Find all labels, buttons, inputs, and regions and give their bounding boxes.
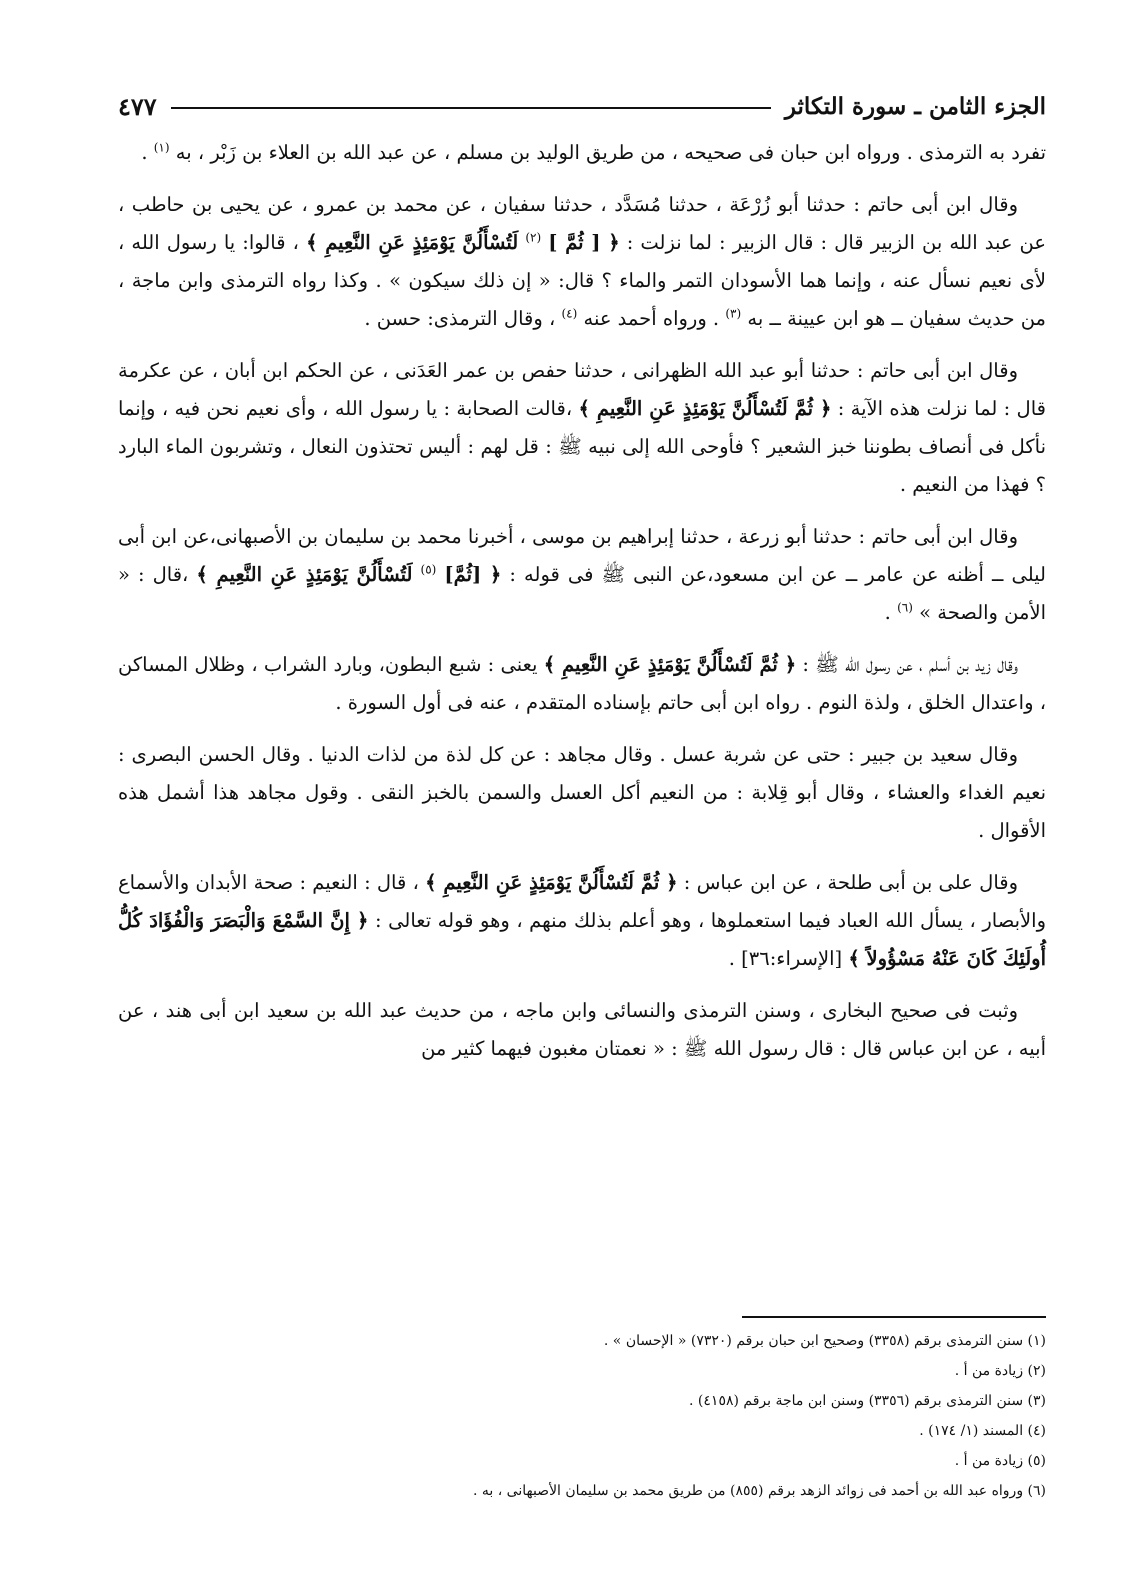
paragraph	[118, 864, 1046, 978]
paragraph-text: وثبت فى صحيح البخارى ، وسنن الترمذى والنسائى وابن ماجه ، من حديث عبد الله بن سعيد ابن أبى هند ، عن أبيه ، عن ابن عباس قال : قال رسول الله ﷺ : « نعمتان مغبون فيهما كثير من	[118, 999, 1046, 1060]
footnotes	[118, 1326, 1046, 1506]
quran-quote: ﴿ ثُمَّ لَتُسْأَلُنَّ يَوْمَئِذٍ عَنِ النَّعِيمِ ﴾	[543, 653, 797, 676]
paragraph-text: ، قال : النعيم : صحة الأبدان والأسماع والأبصار ، يسأل الله العباد فيما استعملوها ، وهو أعلم بذلك منهم ، وهو قوله تعالى :	[118, 871, 1047, 932]
paragraph	[118, 352, 1046, 504]
footnote: (١) سنن الترمذى برقم (٣٣٥٨) وصحيح ابن حبان برقم (٧٣٢٠) « الإحسان » .	[603, 1333, 1046, 1349]
paragraph-text: وقال ابن أبى حاتم : حدثنا أبو زرعة ، حدثنا إبراهيم بن موسى ، أخبرنا محمد بن سليمان بن الأصبهانى،عن ابن أبى ليلى ــ أظنه عن عامر ــ عن ابن مسعود،عن النبى ﷺ فى قوله :	[118, 525, 1046, 586]
footnote: (٢) زيادة من أ .	[954, 1363, 1046, 1379]
page-number: ٤٧٧	[118, 91, 157, 121]
quran-quote: ﴿ [ ثُمَّ ]	[548, 231, 620, 254]
quran-quote: ﴿ [ثُمَّ]	[444, 563, 502, 586]
paragraph-text: [الإسراء:٣٦] .	[728, 947, 843, 970]
running-title: الجزء الثامن ـ سورة التكاثر	[784, 92, 1046, 120]
page-header	[118, 86, 1046, 126]
footnote-marker: (٤)	[561, 306, 578, 321]
paragraph-text: . ورواه أحمد عنه	[583, 307, 720, 330]
footnote-marker: (٦)	[897, 600, 913, 615]
paragraph-text: .	[141, 141, 148, 164]
paragraph	[118, 992, 1046, 1068]
footnote-marker: (٢)	[525, 230, 542, 245]
footnote: (٣) سنن الترمذى برقم (٣٣٥٦) وسنن ابن ماجة برقم (٤١٥٨) .	[689, 1393, 1046, 1409]
paragraph-text: وقال ابن أبى حاتم : حدثنا أبو زُرْعَة ، حدثنا مُسَدَّد ، حدثنا سفيان ، عن محمد بن عمرو ، عن يحيى بن حاطب ، عن عبد الله بن الزبير قال : قال الزبير : لما نزلت :	[118, 193, 1047, 254]
quran-quote: لَتُسْأَلُنَّ يَوْمَئِذٍ عَنِ النَّعِيمِ ﴾	[196, 563, 413, 586]
paragraph	[118, 186, 1046, 338]
paragraph-text: يعنى : شبع البطون، وبارد الشراب ، وظلال المساكن ، واعتدال الخلق ، ولذة النوم . رواه ابن أبى حاتم بإسناده المتقدم ، عنه فى أول السورة .	[118, 653, 1046, 714]
quran-quote: لَتُسْأَلُنَّ يَوْمَئِذٍ عَنِ النَّعِيمِ ﴾	[306, 231, 519, 254]
quran-quote: ﴿ ثُمَّ لَتُسْأَلُنَّ يَوْمَئِذٍ عَنِ النَّعِيمِ ﴾	[578, 397, 832, 420]
footnote: (٤) المسند (١/ ١٧٤) .	[919, 1423, 1046, 1439]
paragraph-text: ، وقال الترمذى: حسن .	[364, 307, 556, 330]
paragraph-text: ،قالت الصحابة : يا رسول الله ، وأى نعيم نحن فيه ، وإنما نأكل فى أنصاف بطوننا خبز الشعير ؟ فأوحى الله إلى نبيه ﷺ : قل لهم : أليس تحتذون النعال ، وتشربون الماء البارد ؟ فهذا من النعيم .	[118, 397, 1046, 496]
footnote-marker: (٣)	[725, 306, 742, 321]
paragraph-text: ، قالوا: يا رسول الله ، لأى نعيم نسأل عنه ، وإنما هما الأسودان التمر والماء ؟ قال: « إن ذلك سيكون » . وكذا رواه الترمذى وابن ماجة ، من حديث سفيان ــ هو ابن عيينة ــ به	[118, 231, 1046, 330]
quran-quote: ﴿ ثُمَّ لَتُسْأَلُنَّ يَوْمَئِذٍ عَنِ النَّعِيمِ ﴾	[425, 871, 678, 894]
footnote-marker: (١)	[153, 140, 170, 155]
paragraph	[118, 736, 1046, 850]
main-text	[118, 134, 1046, 1082]
paragraph	[118, 518, 1046, 632]
footnote-separator	[742, 1316, 1046, 1318]
paragraph-text: وقال على بن أبى طلحة ، عن ابن عباس :	[683, 871, 1019, 894]
paragraph	[118, 134, 1046, 172]
header-rule	[171, 107, 771, 109]
paragraph-text: .	[884, 601, 891, 624]
paragraph-text: وقال ابن أبى حاتم : حدثنا أبو عبد الله الظهرانى ، حدثنا حفص بن عمر العَدَنى ، عن الحكم ابن أبان ، عن عكرمة قال : لما نزلت هذه الآية :	[118, 359, 1046, 420]
footnote-marker: (٥)	[420, 562, 437, 577]
footnote: (٦) ورواه عبد الله بن أحمد فى زوائد الزهد برقم (٨٥٥) من طريق محمد بن سليمان الأصبهانى ، به .	[472, 1483, 1046, 1499]
footnote: (٥) زيادة من أ .	[954, 1453, 1046, 1469]
paragraph-text: وقال زيد بن أسلم ، عن رسول الله ﷺ :	[802, 653, 1018, 676]
paragraph-text: ،قال : « الأمن والصحة »	[118, 563, 1046, 624]
paragraph-text: تفرد به الترمذى . ورواه ابن حبان فى صحيحه ، من طريق الوليد بن مسلم ، عن عبد الله بن العلاء بن زَبْر ، به	[175, 141, 1046, 164]
paragraph	[118, 646, 1046, 722]
quran-quote: ﴿ إِنَّ السَّمْعَ وَالْبَصَرَ وَالْفُؤَادَ كُلُّ أُولَئِكَ كَانَ عَنْهُ مَسْؤُولاً ﴾	[118, 909, 1046, 970]
paragraph-text: وقال سعيد بن جبير : حتى عن شربة عسل . وقال مجاهد : عن كل لذة من لذات الدنيا . وقال الحسن البصرى : نعيم الغداء والعشاء ، وقال أبو قِلابة : من النعيم أكل العسل والسمن بالخبز النقى . وقول مجاهد هذا أشمل هذه الأقوال .	[118, 743, 1046, 842]
